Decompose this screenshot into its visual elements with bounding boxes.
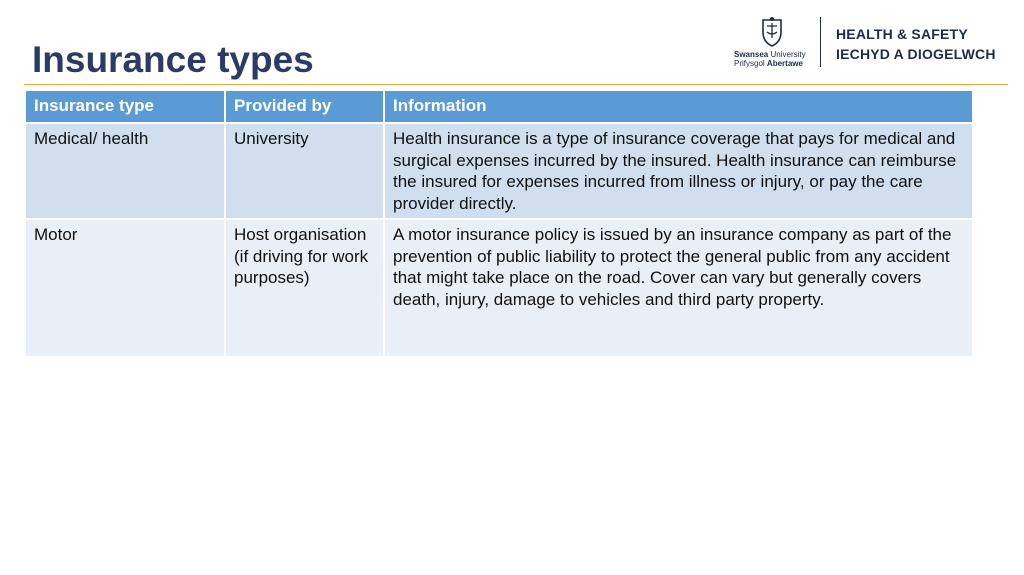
header-information: Information [384,90,973,123]
table-header-row [25,90,973,123]
cell-insurance-type: Motor [25,219,225,357]
university-crest-icon [759,16,785,48]
cell-information: Health insurance is a type of insurance coverage that pays for medical and surgical expenses incurred by the insured. Health insurance can reimburse the insured for expenses incurred from illness or injury, or pay the care provider directly. [384,123,973,219]
cell-provided-by: Host organisation (if driving for work purposes) [225,219,384,357]
department-name [836,24,996,64]
table-row [25,123,973,219]
logo-divider [820,17,821,67]
swansea-university-logo [734,16,814,70]
slide-title: Insurance types [32,39,314,80]
header-insurance-type: Insurance type [25,90,225,123]
insurance-table [24,89,974,358]
university-name-en: Swansea University [734,50,806,59]
title-underline [24,84,1008,85]
university-name-cy: Prifysgol Abertawe [734,59,803,68]
header-provided-by: Provided by [225,90,384,123]
department-name-en: HEALTH & SAFETY [836,26,968,42]
cell-information: A motor insurance policy is issued by an insurance company as part of the prevention of public liability to protect the general public from any accident that might take place on the road. Cover can vary but generally covers death, injury, damage to vehicles and third party property. [384,219,973,357]
cell-provided-by: University [225,123,384,219]
cell-insurance-type: Medical/ health [25,123,225,219]
table-row [25,219,973,357]
department-name-cy: IECHYD A DIOGELWCH [836,46,996,62]
